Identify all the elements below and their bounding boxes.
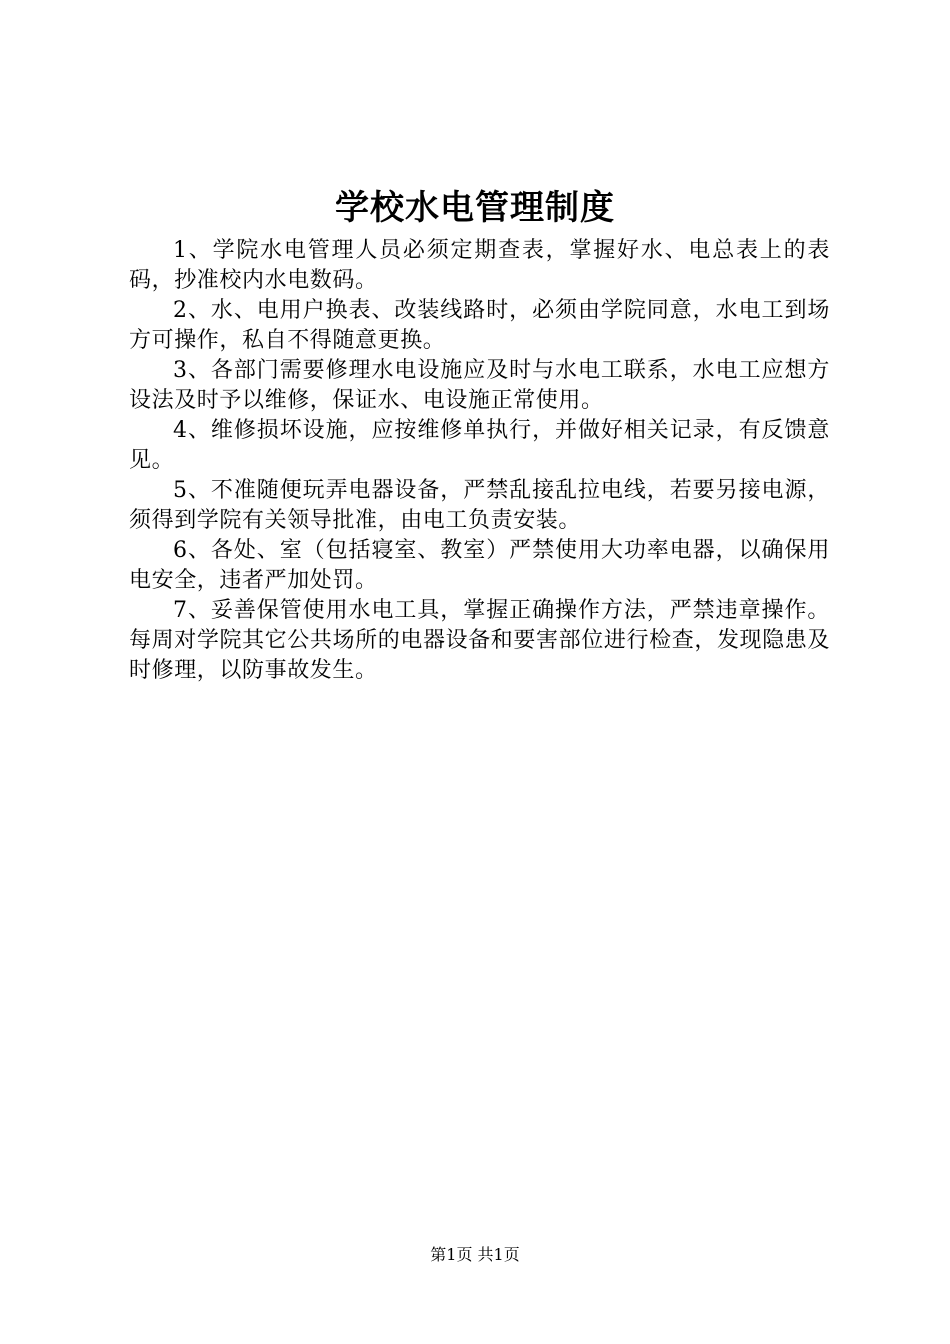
- paragraph-6: 6、各处、室（包括寝室、教室）严禁使用大功率电器，以确保用电安全，违者严加处罚。: [129, 538, 830, 593]
- paragraph-3: 3、各部门需要修理水电设施应及时与水电工联系，水电工应想方设法及时予以维修，保证水、电设施正常使用。: [129, 358, 830, 413]
- paragraph-1: 1、学院水电管理人员必须定期查表，掌握好水、电总表上的表码，抄准校内水电数码。: [129, 238, 830, 293]
- document-body: [129, 236, 830, 686]
- page-title: 学校水电管理制度: [335, 188, 615, 228]
- paragraph-2: 2、水、电用户换表、改装线路时，必须由学院同意，水电工到场方可操作，私自不得随意更换。: [129, 298, 830, 353]
- page-footer: 第1页 共1页: [430, 1245, 520, 1264]
- paragraph-4: 4、维修损坏设施，应按维修单执行，并做好相关记录，有反馈意见。: [129, 418, 830, 473]
- paragraph-7: 7、妥善保管使用水电工具，掌握正确操作方法，严禁违章操作。每周对学院其它公共场所的电器设备和要害部位进行检查，发现隐患及时修理，以防事故发生。: [129, 598, 830, 683]
- paragraph-5: 5、不准随便玩弄电器设备，严禁乱接乱拉电线，若要另接电源，须得到学院有关领导批准，由电工负责安装。: [129, 478, 830, 533]
